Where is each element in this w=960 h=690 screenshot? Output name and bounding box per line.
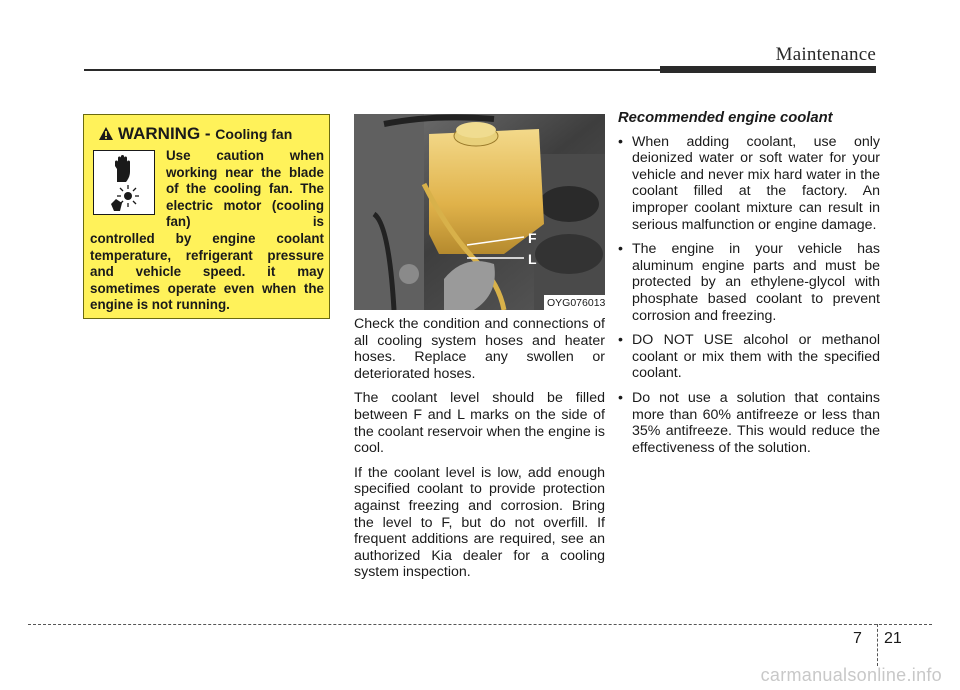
coolant-bullet-list — [618, 134, 880, 457]
paragraph-hose-check: Check the condition and connections of all cooling system hoses and heater hoses. Replace any swollen or deteriorated hoses. — [354, 316, 605, 382]
cooling-fan-hazard-icon — [110, 184, 140, 212]
coolant-reservoir-photo — [354, 114, 605, 310]
header-rule-thin — [84, 69, 660, 71]
list-item — [618, 390, 880, 456]
watermark: carmanualsonline.info — [760, 665, 942, 685]
hand-caution-icon — [108, 154, 136, 184]
warning-title — [98, 124, 292, 144]
list-item — [618, 241, 880, 324]
warning-text-top: Use caution when working near the blade of the cooling fan. The electric motor (cooling fan) is — [166, 148, 324, 230]
section-title: Maintenance — [775, 44, 876, 65]
bullet-dot: • — [618, 133, 623, 150]
bullet-text: When adding coolant, use only deionized water or soft water for your vehicle and never mix hard water in the coolant filled at the factory. An improper coolant mixture can result in serious malfunction or engine damage. — [632, 133, 880, 233]
footer-dashed-rule — [28, 624, 932, 625]
bullet-text: Do not use a solution that contains more than 60% antifreeze or less than 35% antifreeze. This would reduce the effectiveness of the solution. — [632, 389, 880, 456]
warning-box — [83, 114, 330, 319]
recommended-coolant-heading: Recommended engine coolant — [618, 110, 833, 126]
bullet-dot: • — [618, 389, 623, 406]
bullet-text: The engine in your vehicle has aluminum engine parts and must be protected by an ethylene-glycol with phosphate based coolant to prevent corrosion and freezing. — [632, 241, 880, 324]
header-rule-thick — [660, 66, 876, 73]
warning-icon-box — [93, 150, 155, 215]
paragraph-coolant-level: The coolant level should be filled between F and L marks on the side of the coolant reservoir when the engine is cool. — [354, 390, 605, 457]
warning-text-bottom: controlled by engine coolant temperature, refrigerant pressure and vehicle speed. it may sometimes operate even when the engine is not running. — [90, 231, 324, 313]
maintenance-text-column — [354, 316, 605, 589]
list-item — [618, 134, 880, 234]
paragraph-add-coolant: If the coolant level is low, add enough specified coolant to provide protection against freezing and corrosion. Bring the level to F, but do not overfill. If frequent additions are required, see an authorized Kia dealer for a cooling system inspection. — [354, 464, 605, 581]
page-number: 21 — [884, 630, 902, 647]
warning-label: WARNING - — [118, 124, 216, 143]
bullet-dot: • — [618, 241, 623, 258]
photo-mark-l: L — [528, 251, 537, 267]
footer-page-divider — [877, 624, 878, 666]
warning-subtitle: Cooling fan — [215, 126, 293, 142]
bullet-dot: • — [618, 332, 623, 349]
recommended-coolant-section — [618, 110, 880, 464]
bullet-text: DO NOT USE alcohol or methanol coolant or mix them with the specified coolant. — [632, 332, 880, 382]
photo-mark-f: F — [528, 230, 537, 246]
chapter-number: 7 — [853, 630, 862, 647]
warning-triangle-icon — [98, 126, 114, 141]
list-item — [618, 332, 880, 382]
photo-code: OYG076013 — [547, 297, 605, 309]
